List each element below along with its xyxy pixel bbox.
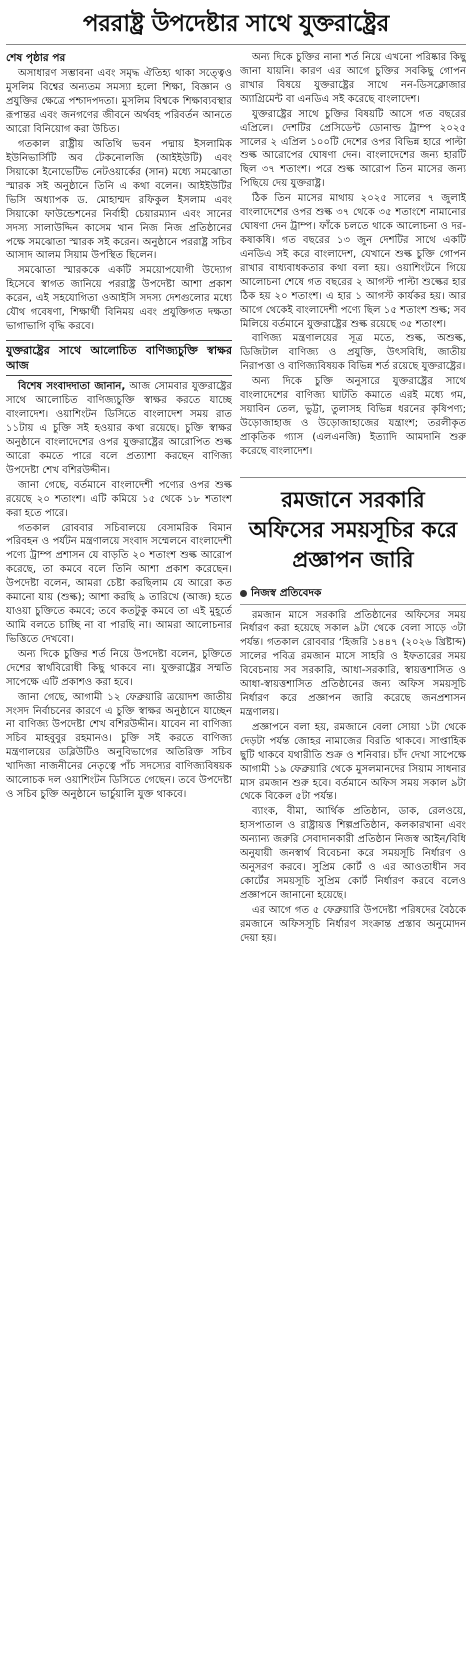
continued-from-label: শেষ পৃষ্ঠার পর (6, 52, 66, 64)
article-paragraph: অন্য দিকে চুক্তির শর্ত নিয়ে উপদেষ্টা বলেন, চুক্তিতে দেশের স্বার্থবিরোধী কিছু থাকবে না। যুক্তরাষ্ট্রের সম্মতি সাপেক্ষে এটি প্রকাশও করা হবে। (6, 648, 232, 688)
section-heading: যুক্তরাষ্ট্রের সাথে আলোচিত বাণিজ্যচুক্তি স্বাক্ষর আজ (6, 340, 232, 376)
article-paragraph (6, 380, 232, 477)
paragraph-text: আজ সোমবার যুক্তরাষ্ট্রের সাথে আলোচিত বাণিজ্যচুক্তি স্বাক্ষর করতে যাচ্ছে বাংলাদেশ। ওয়াশিংটন ডিসিতে বাংলাদেশ সময় রাত ১১টায় এ চুক্তি সই হওয়ার কথা রয়েছে। চুক্তি স্বাক্ষর অনুষ্ঠানে বাংলাদেশের ওপর যুক্তরাষ্ট্রের আরোপিত শুল্ক আরো কমতে পারে বলে প্রত্যাশা করছেন বাণিজ্য উপদেষ্টা শেখ বশিরউদ্দীন। (6, 381, 232, 476)
article-paragraph: জানা গেছে, আগামী ১২ ফেব্রুয়ারি ত্রয়োদশ জাতীয় সংসদ নির্বাচনের কারণে এ চুক্তি স্বাক্ষর অনুষ্ঠানে যাচ্ছেন না বাণিজ্য উপদেষ্টা শেখ বশিরউদ্দীন। যাবেন না বাণিজ্য সচিব মাহবুবুর রহমানও। চুক্তি সই করতে বাণিজ্য মন্ত্রণালয়ের ডব্লিউটিও অনুবিভাগের অতিরিক্ত সচিব খাদিজা নাজনীনের নেতৃত্বে পাঁচ সদস্যের বাণিজ্যবিষয়ক আলোচক দল ওয়াশিংটন ডিসিতে গেছেন। তবে উপদেষ্টা ও সচিব চুক্তি অনুষ্ঠানে ভার্চুয়ালি যুক্ত থাকবে। (6, 691, 232, 801)
article-paragraph: এর আগে গত ৫ ফেব্রুয়ারি উপদেষ্টা পরিষদের বৈঠকে রমজানে অফিসসূচি নির্ধারণ সংক্রান্ত প্রস্তাব অনুমোদন দেয়া হয়। (240, 904, 466, 944)
article-paragraph: প্রজ্ঞাপনে বলা হয়, রমজানে বেলা সোয়া ১টা থেকে দেড়টা পর্যন্ত জোহর নামাজের বিরতি থাকবে। সাপ্তাহিক ছুটি থাকবে যথারীতি শুক্র ও শনিবার। চাঁদ দেখা সাপেক্ষে আগামী ১৯ ফেব্রুয়ারি থেকে মুসলমানদের সিয়াম সাধনার মাস রমজান শুরু হবে। বর্তমানে অফিস সময় সকাল ৯টা থেকে বিকেল ৫টা পর্যন্ত। (240, 721, 466, 803)
article-columns (6, 51, 466, 1651)
article-paragraph: রমজান মাসে সরকারি প্রতিষ্ঠানের অফিসের সময় নির্ধারণ করা হয়েছে সকাল ৯টা থেকে বেলা সাড়ে ৩টা পর্যন্ত। গতকাল রোববার ‘হিজরি ১৪৪৭ (২০২৬ খ্রিষ্টাব্দ) সালের পবিত্র রমজান মাসে সাহরি ও ইফতারের সময় বিবেচনায় সব সরকারি, আধা-সরকারি, স্বায়ত্তশাসিত ও আধা-স্বায়ত্তশাসিত প্রতিষ্ঠানের জন্য অফিস সময়সূচি নির্ধারণ করে প্রজ্ঞাপন জারি করেছে জনপ্রশাসন মন্ত্রণালয়। (240, 609, 466, 718)
article-paragraph: অন্য দিকে চুক্তি অনুসারে যুক্তরাষ্ট্রের সাথে বাংলাদেশের বাণিজ্য ঘাটতি কমাতে এরই মধ্যে গম, সয়াবিন তেল, ভুট্টা, তুলাসহ বিভিন্ন ধরনের কৃষিপণ্য; উড়োজাহাজ ও উড়োজাহাজের যন্ত্রাংশ; তরলীকৃত প্রাকৃতিক গ্যাস (এলএনজি) ইত্যাদি আমদানি শুরু করেছে বাংলাদেশ। (240, 376, 466, 457)
article-paragraph: বাণিজ্য মন্ত্রণালয়ের সূত্র মতে, শুল্ক, অশুল্ক, ডিজিটাল বাণিজ্য ও প্রযুক্তি, উৎসবিধি, জাতীয় নিরাপত্তা ও বাণিজ্যবিষয়ক বিভিন্ন শর্ত রয়েছে যুক্তরাষ্ট্রের। (240, 333, 466, 373)
article-paragraph: জানা গেছে, বর্তমানে বাংলাদেশী পণ্যের ওপর শুল্ক রয়েছে ২০ শতাংশ। এটি কমিয়ে ১৫ থেকে ১৮ শতাংশ করা হতে পারে। (6, 479, 232, 519)
bullet-icon (240, 590, 247, 597)
left-column (6, 51, 232, 1651)
article-paragraph: গতকাল রাষ্ট্রীয় অতিথি ভবন পদ্মায় ইসলামিক ইউনিভার্সিটি অব টেকনোলজি (আইইউটি) এবং সিয়াকো ইনোভেটিভ নেটওয়ার্কের (সান) মধ্যে সমঝোতা স্মারক সই অনুষ্ঠানে তিনি এ কথা বলেন। আইইউটির ভিসি অধ্যাপক ড. মোহাম্মদ রফিকুল ইসলাম এবং সিয়াকো ফাউন্ডেশনের নির্বাহী চেয়ারম্যান এবং সানের সদস্য সালাউদ্দিন কাসেম খান নিজ নিজ প্রতিষ্ঠানের পক্ষে সমঝোতা স্মারক সই করেন। অনুষ্ঠানে পররাষ্ট্র সচিব আসাদ আলম সিয়াম উপস্থিত ছিলেন। (6, 139, 232, 262)
article-paragraph: অন্য দিকে চুক্তির নানা শর্ত নিয়ে এখনো পরিষ্কার কিছু জানা যায়নি। কারণ এর আগে চুক্তির সবকিছু গোপন রাখার বিষয়ে যুক্তরাষ্ট্রের সাথে নন-ডিসক্লোজার অ্যাগ্রিমেন্ট বা এনডিএ সই করেছে বাংলাদেশ। (240, 52, 466, 105)
article-paragraph: ঠিক তিন মাসের মাথায় ২০২৫ সালের ৭ জুলাই বাংলাদেশের ওপর শুল্ক ৩৭ থেকে ৩৫ শতাংশে নামানোর ঘোষণা দেন ট্রাম্প। ফাঁকে চলতে থাকে আলোচনা ও দর-কষাকষি। গত বছরের ১৩ জুন দেশটির সাথে একটি এনডিএ সই করে বাংলাদেশ, যেখানে শুল্ক চুক্তি গোপন রাখার বাধ্যবাধকতার কথা বলা হয়। ওয়াশিংটনে গিয়ে আলোচনা শেষে গত বছরের ২ আগস্ট পাল্টা শুল্কের হার ঠিক হয় ২০ শতাংশ। এ হার ১ আগস্ট কার্যকর হয়। আর আগে থেকেই বাংলাদেশী পণ্যে ছিল ১৫ শতাংশ শুল্ক; সব মিলিয়ে বর্তমানে যুক্তরাষ্ট্রের শুল্ক রয়েছে ৩৫ শতাংশ। (240, 193, 466, 330)
article-paragraph: অসাধারণ সম্ভাবনা এবং সমৃদ্ধ ঐতিহ্য থাকা সত্ত্বেও মুসলিম বিশ্বের অন্যতম সমস্যা হলো শিক্ষা, বিজ্ঞান ও প্রযুক্তির ক্ষেত্রে পশ্চাদপদতা। মুসলিম বিশ্বকে শিক্ষাব্যবস্থার রূপান্তর এবং জনগণের জীবনে অর্থবহ পরিবর্তন আনতে আরো বিনিয়োগ করা উচিত। (6, 68, 232, 136)
right-column (240, 51, 466, 1651)
article-paragraph: যুক্তরাষ্ট্রের সাথে চুক্তির বিষয়টি আসে গত বছরের এপ্রিলে। দেশটির প্রেসিডেন্ট ডোনাল্ড ট্রাম্প ২০২৫ সালের ২ এপ্রিল ১০০টি দেশের ওপর বিভিন্ন হারে পাল্টা শুল্ক আরোপের ঘোষণা দেন। বাংলাদেশের জন্য হারটি ছিল ৩৭ শতাংশ। পরে শুল্ক আরোপ তিন মাসের জন্য পিছিয়ে দেয় যুক্তরাষ্ট্র। (240, 108, 466, 190)
second-article-headline: রমজানে সরকারি অফিসের সময়সূচির করে প্রজ্ঞাপন জারি (240, 477, 466, 576)
byline-text: নিজস্ব প্রতিবেদক (251, 587, 322, 600)
byline (240, 586, 466, 604)
article-paragraph: গতকাল রোববার সচিবালয়ে বেসামরিক বিমান পরিবহন ও পর্যটন মন্ত্রণালয়ে সংবাদ সম্মেলনে বাংলাদেশী পণ্যে ট্রাম্প প্রশাসন যে বাড়তি ২০ শতাংশ শুল্ক আরোপ করেছে, তা কমবে বলে তিনি আশা প্রকাশ করেছেন। উপদেষ্টা বলেন, আমরা চেষ্টা করছিলাম যে আরো কত কমানো যায় (শুল্ক); আশা করছি ৯ তারিখে (আজ) হতে যাওয়া চুক্তিতে কমবে; তবে কতটুকু কমবে তা এই মুহূর্তে আমি বলতে চাচ্ছি না বা পারছি না। আমরা আলোচনার ভিত্তিতে দেখবো। (6, 522, 232, 645)
section-lead: বিশেষ সংবাদদাতা জানান, (18, 381, 126, 393)
article-paragraph: ব্যাংক, বীমা, আর্থিক প্রতিষ্ঠান, ডাক, রেলওয়ে, হাসপাতাল ও রাষ্ট্রায়ত্ত শিল্পপ্রতিষ্ঠান, কলকারখানা এবং অন্যান্য জরুরি সেবাদানকারী প্রতিষ্ঠান নিজস্ব আইন/বিধি অনুযায়ী জনস্বার্থ বিবেচনা করে সময়সূচি নির্ধারণ ও অনুসরণ করবে। সুপ্রিম কোর্ট ও এর আওতাধীন সব কোর্টের সময়সূচি সুপ্রিম কোর্ট নির্ধারণ করবে বলেও প্রজ্ঞাপনে জানানো হয়েছে। (240, 806, 466, 901)
article-paragraph: সমঝোতা স্মারককে একটি সময়োপযোগী উদ্যোগ হিসেবে স্বাগত জানিয়ে পররাষ্ট্র উপদেষ্টা আশা প্রকাশ করেন, এই সহযোগিতা ওআইসি সদস্য দেশগুলোর মধ্যে যৌথ গবেষণা, শিক্ষার্থী বিনিময় এবং প্রযুক্তিগত দক্ষতা ভাগাভাগি বৃদ্ধি করবে। (6, 265, 232, 333)
article-headline: পররাষ্ট্র উপদেষ্টার সাথে যুক্তরাষ্ট্রের (6, 4, 466, 45)
